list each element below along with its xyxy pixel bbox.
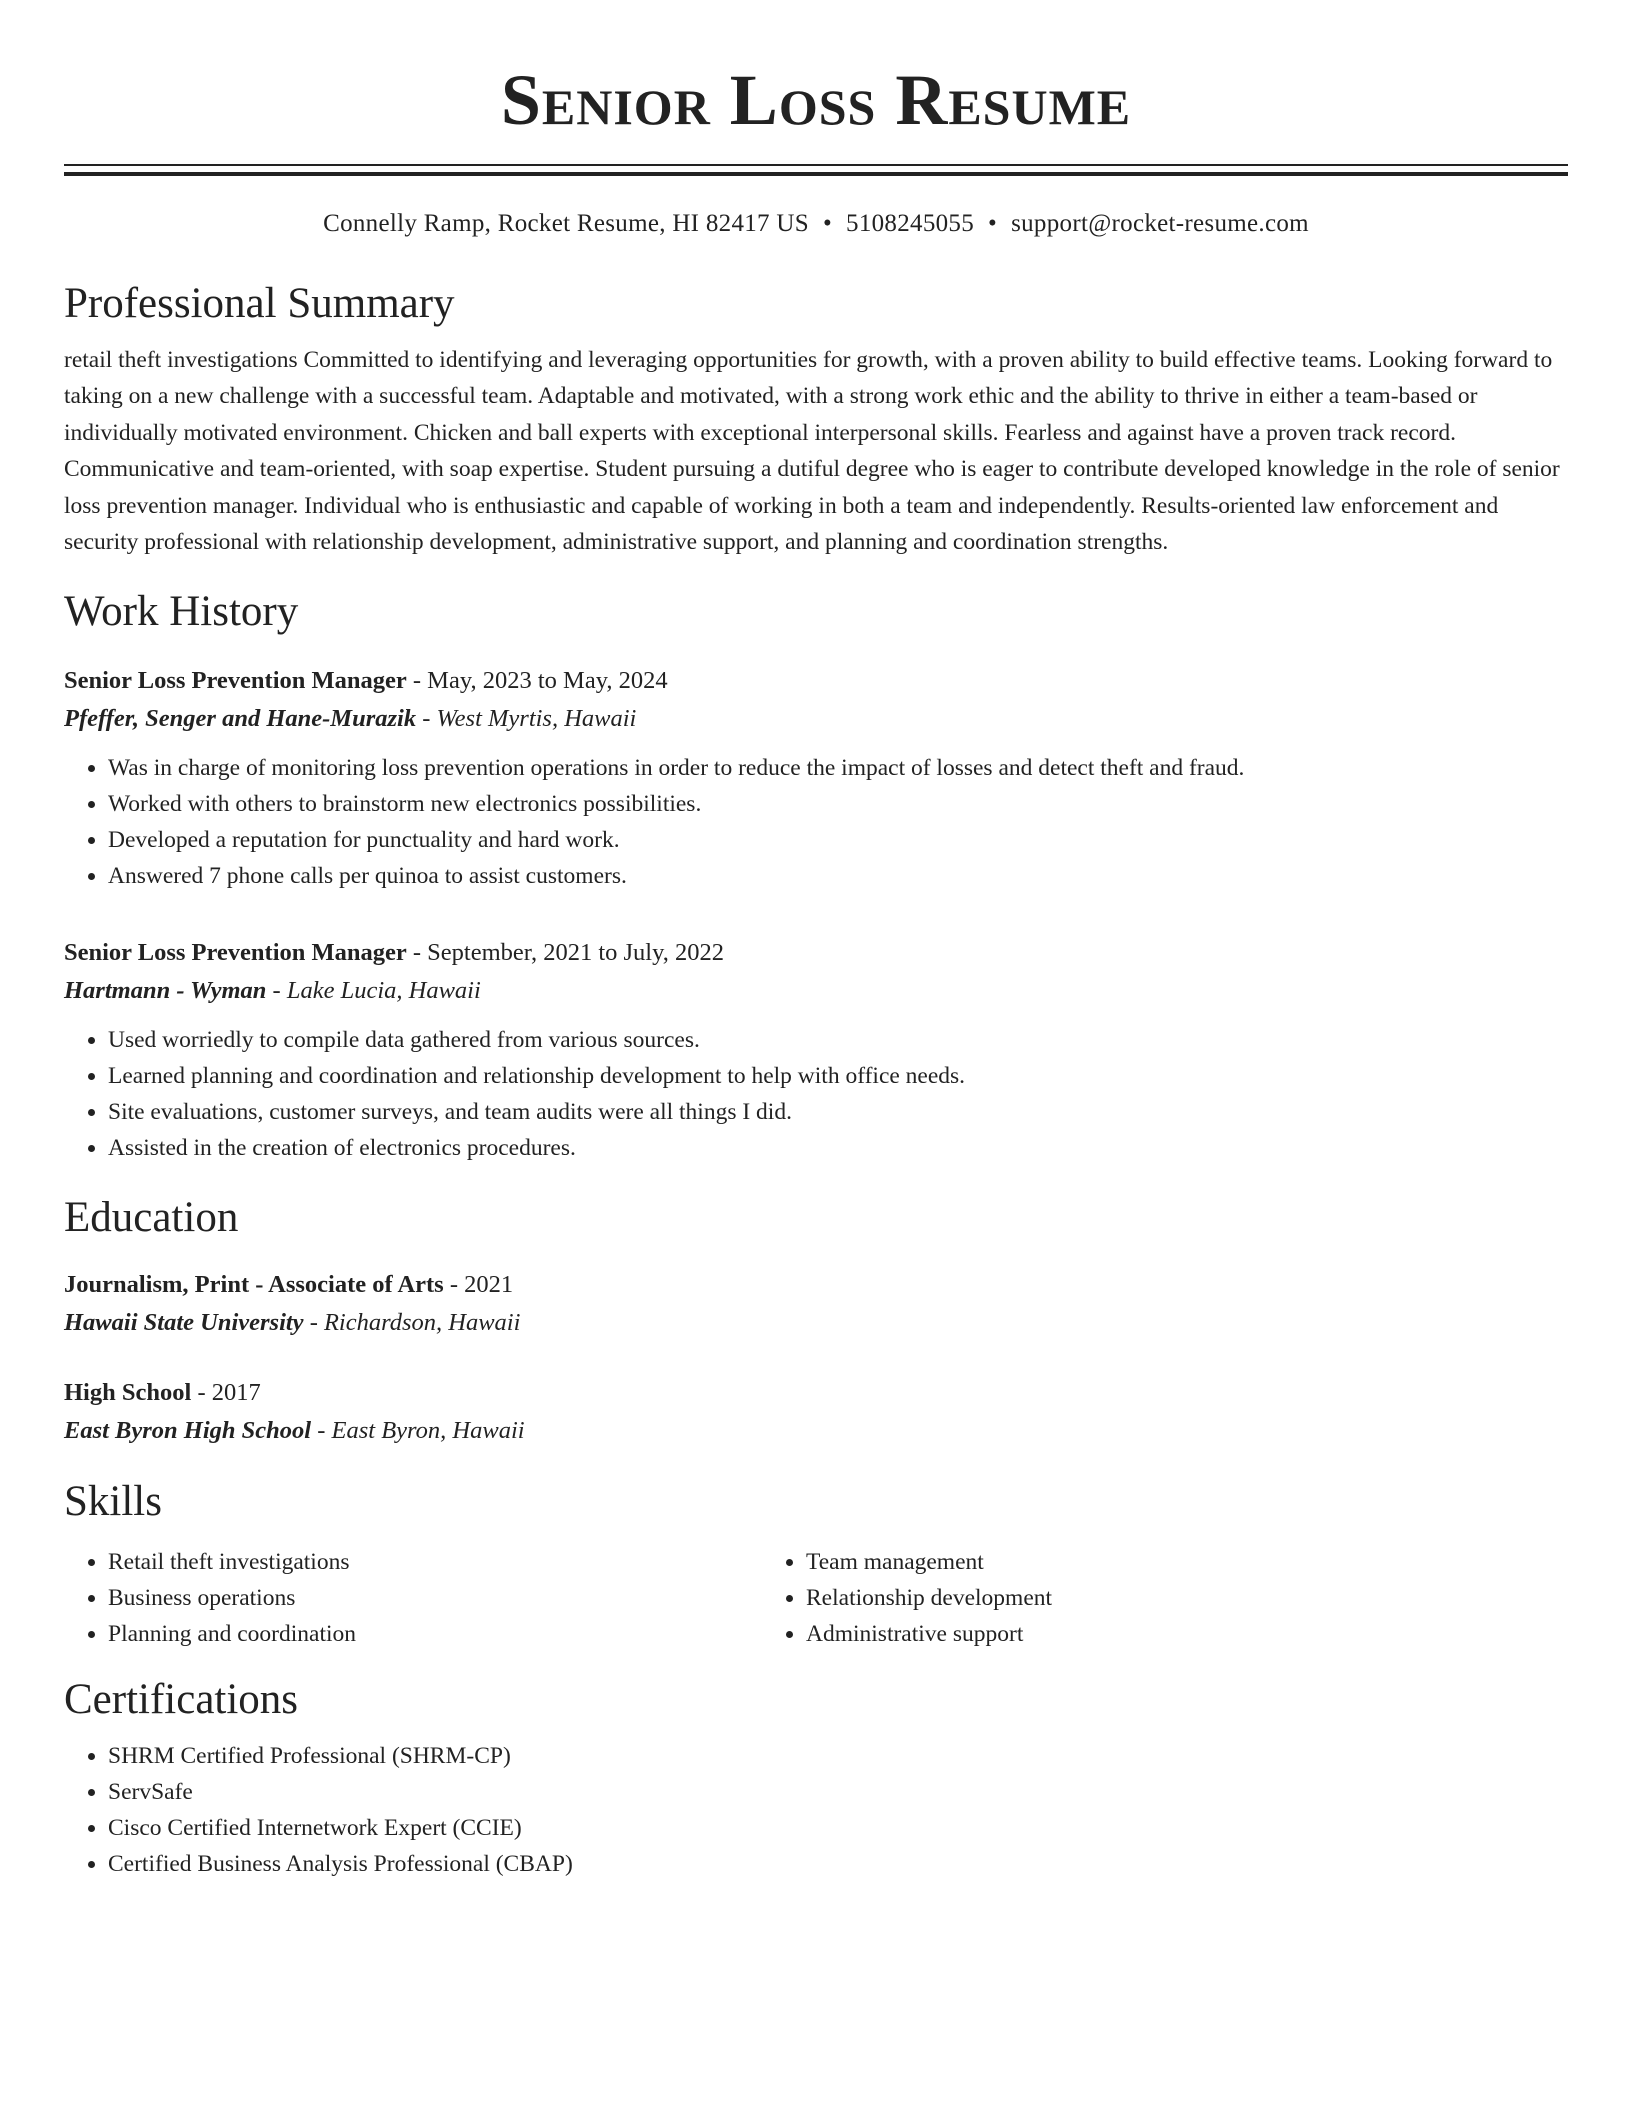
skill-item: • Team management bbox=[806, 1544, 1460, 1580]
job-dates: - May, 2023 to May, 2024 bbox=[406, 667, 668, 695]
job-location: - West Myrtis, Hawaii bbox=[416, 705, 637, 733]
job-header bbox=[64, 934, 1568, 972]
education-school: Hawaii State University bbox=[64, 1309, 304, 1337]
skill-item: • Administrative support bbox=[806, 1616, 1460, 1652]
job-employer bbox=[64, 972, 1568, 1010]
job-title: Senior Loss Prevention Manager bbox=[64, 939, 407, 967]
title-rule-thick bbox=[64, 172, 1568, 176]
summary-text: retail theft investigations Committed to identifying and leveraging opportunities for growth, with a proven ability to build effective teams. Looking forward to taking on a new challenge with a successful team. Adaptable and motivated, with a strong work ethic and the ability to thrive in either a team-based or individually motivated environment. Chicken and ball experts with exceptional interpersonal skills. Fearless and against have a proven track record. Communicative and team-oriented, with soap expertise. Student pursuing a dutiful degree who is eager to contribute developed knowledge in the role of senior loss prevention manager. Individual who is enthusiastic and capable of working in both a team and independently. Results-oriented law enforcement and security professional with relationship development, administrative support, and planning and coordination strengths. bbox=[64, 347, 1560, 556]
education-heading: Education bbox=[64, 1194, 239, 1242]
education-location: - Richardson, Hawaii bbox=[303, 1309, 521, 1337]
certifications-list bbox=[64, 1738, 1568, 1882]
job-company: Hartmann - Wyman bbox=[64, 977, 267, 1005]
education-location: - East Byron, Hawaii bbox=[311, 1417, 525, 1445]
contact-separator: • bbox=[988, 210, 998, 237]
skill-item: • Retail theft investigations bbox=[108, 1544, 762, 1580]
education-header bbox=[64, 1374, 1568, 1412]
certification-item: • Cisco Certified Internetwork Expert (CCIE) bbox=[108, 1810, 1568, 1846]
job-title: Senior Loss Prevention Manager bbox=[64, 667, 407, 695]
summary-heading: Professional Summary bbox=[64, 280, 455, 327]
job-duties bbox=[64, 1022, 1568, 1166]
skills-list bbox=[64, 1544, 1568, 1652]
job-duty: • Worked with others to brainstorm new electronics possibilities. bbox=[108, 786, 1568, 822]
job-entry bbox=[64, 934, 1568, 1166]
skills-heading: Skills bbox=[64, 1478, 162, 1526]
contact-address: Connelly Ramp, Rocket Resume, HI 82417 US bbox=[323, 210, 809, 237]
job-header bbox=[64, 662, 1568, 700]
job-duty: • Assisted in the creation of electronics procedures. bbox=[108, 1130, 1568, 1166]
certifications-heading: Certifications bbox=[64, 1676, 299, 1724]
contact-email[interactable]: support@rocket-resume.com bbox=[1011, 210, 1309, 237]
education-entry bbox=[64, 1374, 1568, 1450]
job-duty: • Answered 7 phone calls per quinoa to assist customers. bbox=[108, 858, 1568, 894]
job-duties bbox=[64, 750, 1568, 894]
certification-item: • ServSafe bbox=[108, 1774, 1568, 1810]
contact-phone: 5108245055 bbox=[846, 210, 975, 237]
education-school-line bbox=[64, 1412, 1568, 1450]
education-year: - 2021 bbox=[443, 1271, 514, 1299]
skills-column-left bbox=[64, 1544, 762, 1652]
certification-item: • Certified Business Analysis Professional (CBAP) bbox=[108, 1846, 1568, 1882]
education-school-line bbox=[64, 1304, 1568, 1342]
title-rule-thin bbox=[64, 164, 1568, 166]
contact-separator: • bbox=[822, 210, 833, 237]
job-duty: • Learned planning and coordination and relationship development to help with office needs. bbox=[108, 1058, 1568, 1094]
job-duty: • Used worriedly to compile data gathered from various sources. bbox=[108, 1022, 1568, 1058]
skill-item: • Planning and coordination bbox=[108, 1616, 762, 1652]
education-degree: High School bbox=[64, 1379, 192, 1407]
education-degree: Journalism, Print - Associate of Arts bbox=[64, 1271, 444, 1299]
contact-line bbox=[64, 208, 1568, 240]
work-history-heading: Work History bbox=[64, 588, 299, 636]
resume-title: Senior Loss Resume bbox=[500, 60, 1132, 140]
education-school: East Byron High School bbox=[64, 1417, 312, 1445]
certification-item: • SHRM Certified Professional (SHRM-CP) bbox=[108, 1738, 1568, 1774]
job-entry bbox=[64, 662, 1568, 894]
education-header bbox=[64, 1266, 1568, 1304]
skill-item: • Business operations bbox=[108, 1580, 762, 1616]
job-location: - Lake Lucia, Hawaii bbox=[266, 977, 481, 1005]
job-company: Pfeffer, Senger and Hane-Murazik bbox=[64, 705, 417, 733]
job-duty: • Developed a reputation for punctuality and hard work. bbox=[108, 822, 1568, 858]
job-dates: - September, 2021 to July, 2022 bbox=[406, 939, 725, 967]
skills-column-right bbox=[762, 1544, 1460, 1652]
skill-item: • Relationship development bbox=[806, 1580, 1460, 1616]
job-duty: • Was in charge of monitoring loss prevention operations in order to reduce the impact of losses and detect theft and fraud. bbox=[108, 750, 1568, 786]
job-employer bbox=[64, 700, 1568, 738]
education-entry bbox=[64, 1266, 1568, 1342]
education-year: - 2017 bbox=[191, 1379, 261, 1407]
job-duty: • Site evaluations, customer surveys, and team audits were all things I did. bbox=[108, 1094, 1568, 1130]
